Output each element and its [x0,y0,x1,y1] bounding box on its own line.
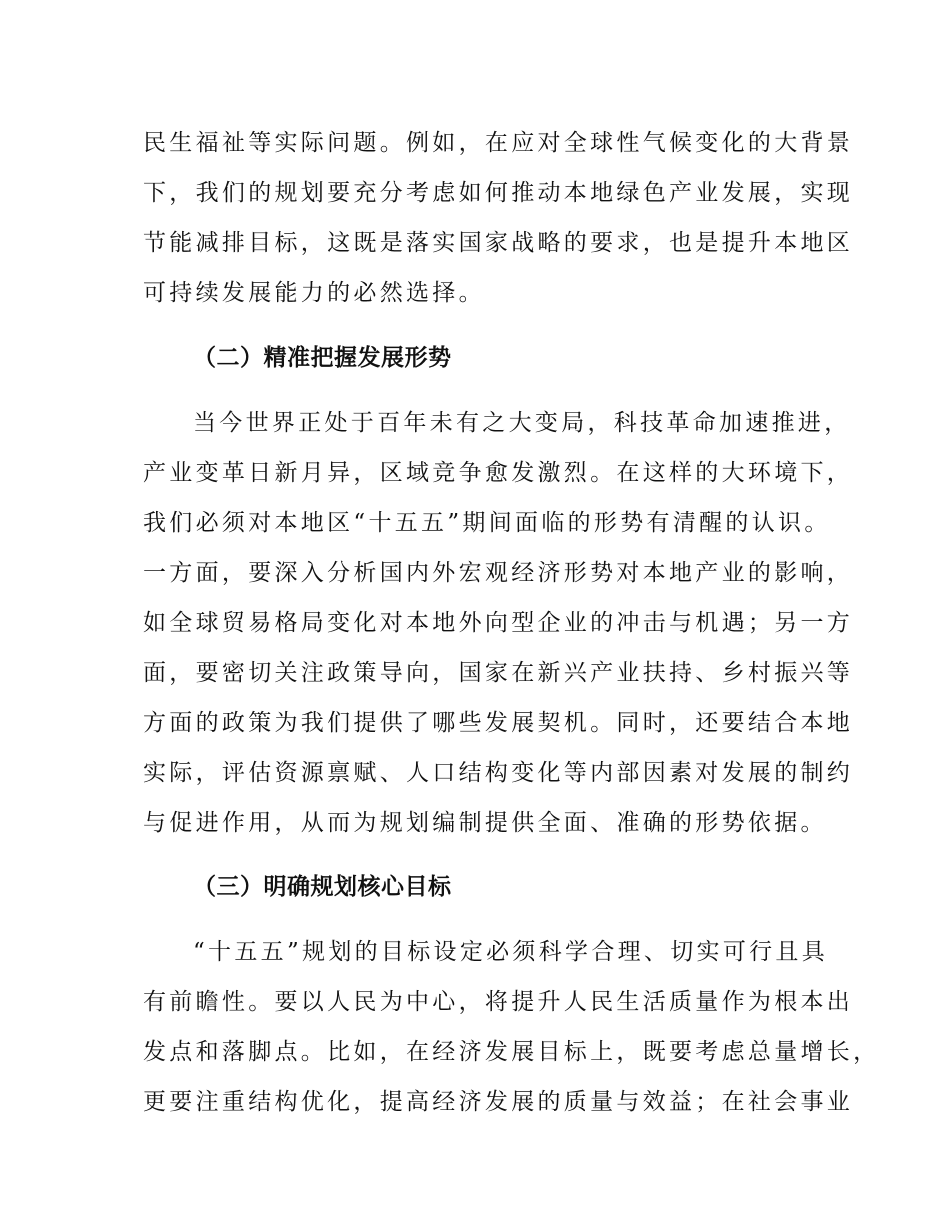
paragraph-line: 更要注重结构优化，提高经济发展的质量与效益；在社会事业 [143,1089,854,1115]
paragraph-line: 如全球贸易格局变化对本地外向型企业的冲击与机遇；另一方 [143,610,854,636]
paragraph-line: 民生福祉等实际问题。例如，在应对全球性气候变化的大背景 [143,130,854,156]
paragraph-line: 实际，评估资源禀赋、人口结构变化等内部因素对发展的制约 [143,760,854,786]
section-heading: （三）明确规划核心目标 [193,874,452,900]
paragraph-line: 一方面，要深入分析国内外宏观经济形势对本地产业的影响， [143,560,854,586]
paragraph-line: 下，我们的规划要充分考虑如何推动本地绿色产业发展，实现 [143,180,854,206]
paragraph-line: 方面的政策为我们提供了哪些发展契机。同时，还要结合本地 [143,710,854,736]
paragraph-line: 可持续发展能力的必然选择。 [143,280,485,306]
paragraph-line: 当今世界正处于百年未有之大变局，科技革命加速推进， [193,410,851,436]
paragraph-line: 与促进作用，从而为规划编制提供全面、准确的形势依据。 [143,810,827,836]
paragraph-line: “十五五”规划的目标设定必须科学合理、切实可行且具 [193,939,829,965]
paragraph-line: 面，要密切关注政策导向，国家在新兴产业扶持、乡村振兴等 [143,660,854,686]
paragraph-line: 发点和落脚点。比如，在经济发展目标上，既要考虑总量增长， [143,1039,880,1065]
paragraph-line: 产业变革日新月异，区域竞争愈发激烈。在这样的大环境下， [143,460,854,486]
paragraph-line: 我们必须对本地区“十五五”期间面临的形势有清醒的认识。 [143,510,831,536]
paragraph-line: 有前瞻性。要以人民为中心，将提升人民生活质量作为根本出 [143,989,854,1015]
section-heading: （二）精准把握发展形势 [193,345,452,371]
paragraph-line: 节能减排目标，这既是落实国家战略的要求，也是提升本地区 [143,230,854,256]
